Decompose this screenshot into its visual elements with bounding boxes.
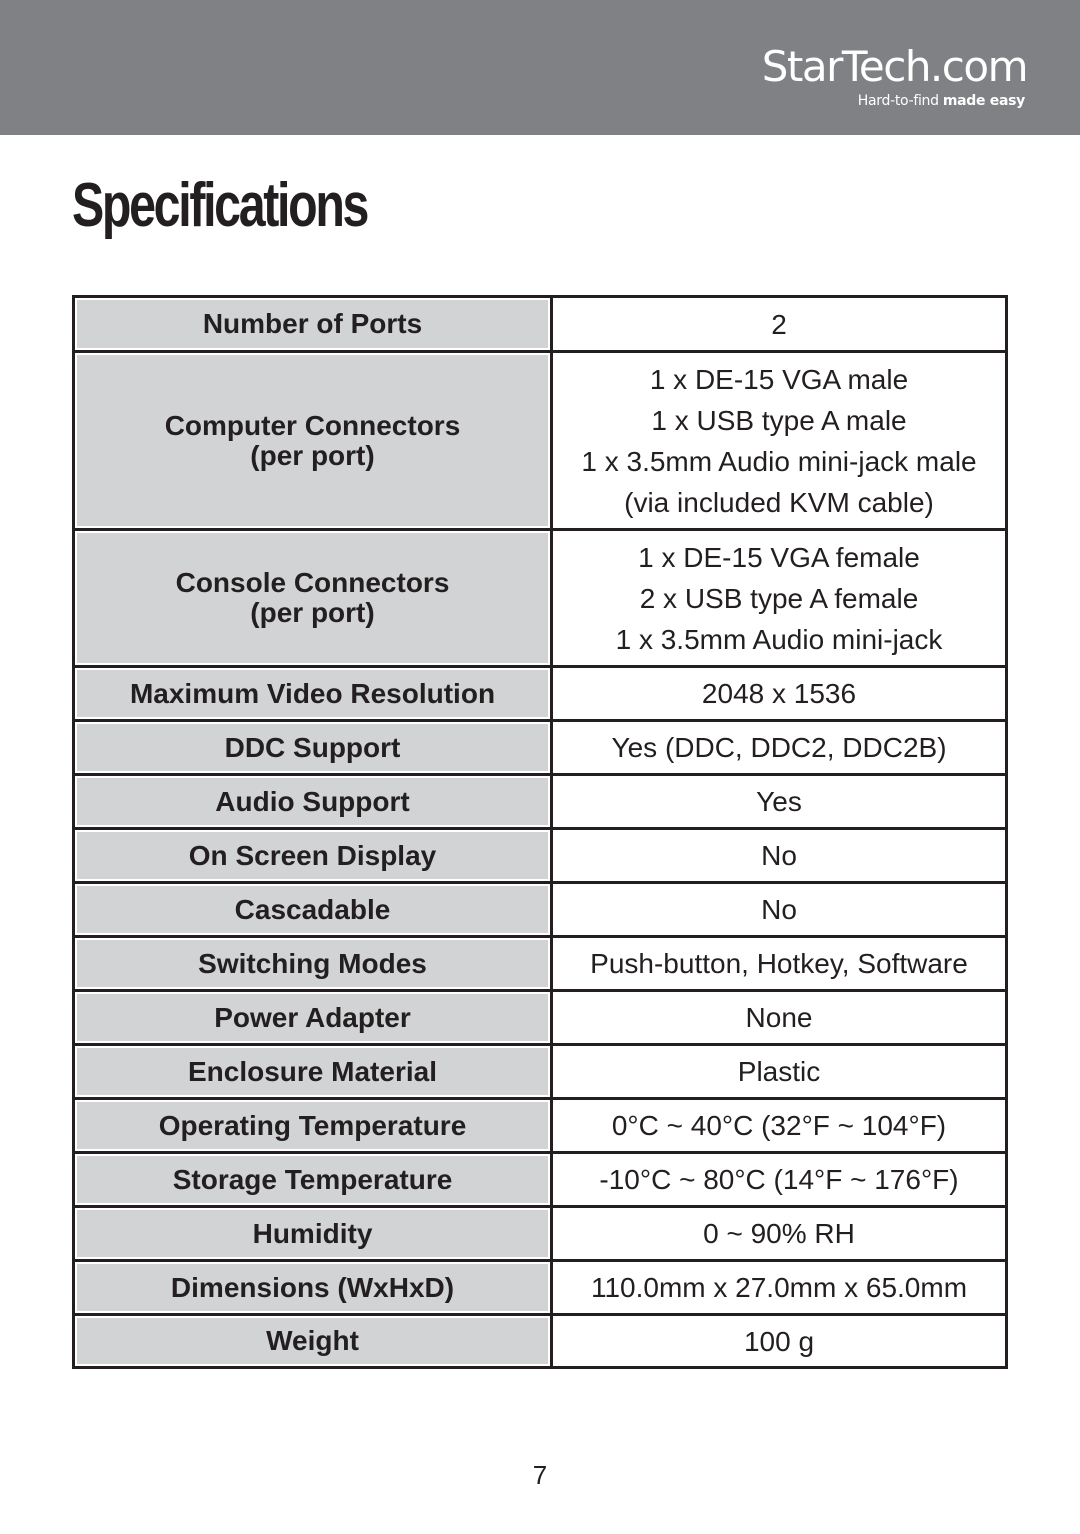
spec-value: 2 [771,308,787,340]
spec-label: Maximum Video Resolution [129,677,496,709]
spec-row [74,829,1007,883]
spec-label: (per port) [250,439,375,471]
spec-label: Power Adapter [214,1001,411,1033]
spec-value-cell [552,883,1007,937]
spec-row [74,1045,1007,1099]
spec-label-cell [74,1045,552,1099]
spec-value-cell [552,937,1007,991]
spec-label: Number of Ports [202,308,423,339]
spec-value: None [745,1002,813,1033]
spec-row [74,352,1007,530]
spec-label: Dimensions (WxHxD) [170,1271,455,1303]
spec-label-cell [74,667,552,721]
spec-value: 100 g [743,1325,815,1357]
spec-label: (per port) [250,597,375,628]
spec-label-cell [74,883,552,937]
spec-label-cell [74,530,552,667]
spec-row [74,1261,1007,1315]
spec-value-cell [552,721,1007,775]
specifications-table [72,295,1008,1369]
spec-value: (via included KVM cable) [624,486,934,518]
spec-row [74,1099,1007,1153]
spec-row [74,937,1007,991]
spec-label-cell [74,1099,552,1153]
spec-value: 1 x 3.5mm Audio mini-jack male [581,445,977,477]
spec-value: No [761,840,797,871]
spec-label-cell [74,829,552,883]
spec-value: -10°C ~ 80°C (14°F ~ 176°F) [599,1164,959,1195]
startech-logo [761,42,1027,115]
specifications-table-body [74,297,1007,1368]
spec-value: Push-button, Hotkey, Software [590,948,968,979]
spec-label: Enclosure Material [188,1055,437,1087]
spec-value-cell [552,1045,1007,1099]
spec-value: 1 x USB type A male [651,404,907,436]
spec-label: Switching Modes [198,947,427,979]
spec-label: DDC Support [224,731,401,763]
logo-tagline-bold: made easy [942,93,1025,109]
spec-value-cell [552,775,1007,829]
spec-value: Plastic [737,1056,821,1087]
spec-label-cell [74,775,552,829]
spec-value-cell [552,1207,1007,1261]
spec-label: Computer Connectors [164,409,461,441]
spec-row [74,1315,1007,1368]
spec-value-cell [552,1153,1007,1207]
spec-label-cell [74,721,552,775]
logo-tagline [858,93,1025,109]
page-number: 7 [532,1460,548,1490]
spec-label: Audio Support [215,785,410,817]
spec-label: Weight [266,1325,359,1356]
spec-label-cell [74,1315,552,1368]
spec-value: 2 x USB type A female [639,582,919,614]
spec-row [74,721,1007,775]
spec-value: 2048 x 1536 [701,678,857,709]
spec-label-cell [74,1153,552,1207]
page-title: Specifications [72,171,368,240]
spec-row [74,775,1007,829]
spec-row [74,1207,1007,1261]
spec-label-cell [74,937,552,991]
spec-label: Operating Temperature [158,1109,467,1141]
spec-label-cell [74,991,552,1045]
spec-value-cell [552,530,1007,667]
spec-label-cell [74,352,552,530]
spec-row [74,530,1007,667]
spec-value: 110.0mm x 27.0mm x 65.0mm [590,1272,968,1303]
spec-value-cell [552,667,1007,721]
spec-value-cell [552,1315,1007,1368]
spec-value-cell [552,297,1007,352]
logo-wordmark: StarTech.com [761,42,1027,91]
spec-row [74,297,1007,352]
spec-label-cell [74,1261,552,1315]
spec-value: Yes [756,786,802,817]
spec-label-cell [74,297,552,352]
spec-value: Yes (DDC, DDC2, DDC2B) [611,732,947,763]
spec-value: 0 ~ 90% RH [703,1218,855,1249]
spec-row [74,991,1007,1045]
spec-value-cell [552,991,1007,1045]
spec-value-cell [552,829,1007,883]
spec-value: 1 x DE-15 VGA female [638,541,920,573]
spec-label: Cascadable [234,893,391,925]
spec-row [74,1153,1007,1207]
spec-value-cell [552,1261,1007,1315]
spec-label: On Screen Display [188,839,437,871]
spec-label: Humidity [252,1217,373,1249]
spec-row [74,883,1007,937]
spec-label: Console Connectors [175,567,450,598]
spec-value-cell [552,352,1007,530]
logo-tagline-light: Hard-to-find [857,93,943,109]
spec-label: Storage Temperature [172,1163,453,1195]
spec-label-cell [74,1207,552,1261]
spec-row [74,667,1007,721]
spec-value-cell [552,1099,1007,1153]
spec-value: 1 x 3.5mm Audio mini-jack [615,623,943,655]
header-band [0,0,1080,135]
spec-value: 1 x DE-15 VGA male [649,363,909,395]
spec-value: 0°C ~ 40°C (32°F ~ 104°F) [611,1110,947,1141]
spec-value: No [761,894,797,925]
